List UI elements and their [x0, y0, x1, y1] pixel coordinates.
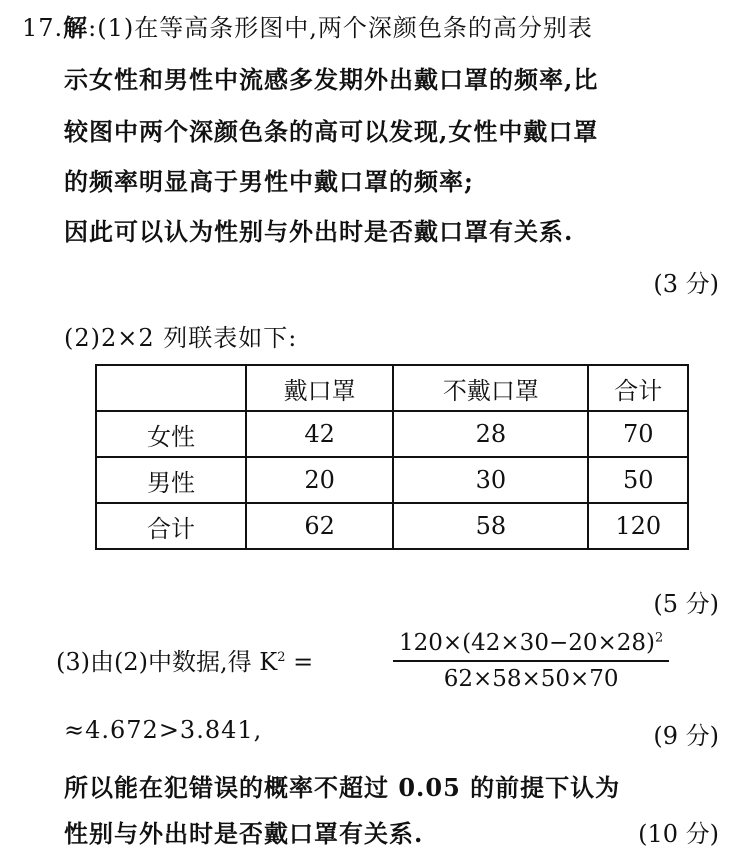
solution-label: 解: [63, 13, 89, 42]
table-row: [96, 457, 688, 503]
row-label-total: 合计: [96, 503, 246, 549]
formula-numerator: [393, 630, 669, 660]
formula-fraction: [393, 630, 669, 692]
formula-denominator: 62×58×50×70: [443, 666, 619, 692]
part1-line2: 示女性和男性中流感多发期外出戴口罩的频率,比: [64, 65, 599, 94]
table-cell: 70: [588, 411, 688, 457]
score-part3: (9 分): [653, 722, 719, 750]
header-cell-no-mask: 不戴口罩: [393, 365, 588, 411]
conclusion-line: 所以能在犯错误的概率不超过 0.05 的前提下认为: [64, 773, 621, 802]
part1-line5: 因此可以认为性别与外出时是否戴口罩有关系.: [64, 217, 574, 246]
table-cell: 20: [246, 457, 393, 503]
table-cell: 28: [393, 411, 588, 457]
question-number: 17.: [22, 14, 64, 42]
approx-result: ≈4.672>3.841,: [64, 716, 263, 744]
header-cell-wear-mask: 戴口罩: [246, 365, 393, 411]
item-number-line: [22, 8, 593, 43]
numerator-text: 120×(42×30−20×28): [399, 630, 655, 656]
score-final: (10 分): [638, 820, 719, 848]
table-cell: 50: [588, 457, 688, 503]
row-label-female: 女性: [96, 411, 246, 457]
part1-line4: 的频率明显高于男性中戴口罩的频率;: [64, 167, 474, 196]
table-header-row: [96, 365, 688, 411]
equals-sign: =: [285, 648, 314, 676]
part2-intro: (2)2×2 列联表如下:: [64, 324, 298, 352]
part1-line3: 较图中两个深颜色条的高可以发现,女性中戴口罩: [64, 117, 599, 146]
numerator-exponent: 2: [655, 630, 664, 646]
conclusion-last-line: 性别与外出时是否戴口罩有关系.: [64, 819, 424, 848]
table-cell: 30: [393, 457, 588, 503]
table-cell: 62: [246, 503, 393, 549]
table-row: [96, 503, 688, 549]
k-exponent: 2: [277, 650, 286, 665]
formula-lead: [56, 642, 313, 677]
table-row: [96, 411, 688, 457]
table-cell: 120: [588, 503, 688, 549]
formula-lead-text: (3)由(2)中数据,得 K: [56, 648, 278, 676]
table-corner-cell: [96, 365, 246, 411]
header-cell-total: 合计: [588, 365, 688, 411]
score-part2: (5 分): [653, 590, 719, 618]
score-part1: (3 分): [653, 270, 719, 298]
table-cell: 58: [393, 503, 588, 549]
table-cell: 42: [246, 411, 393, 457]
row-label-male: 男性: [96, 457, 246, 503]
contingency-table: [95, 364, 689, 550]
part1-line1: :(1)在等高条形图中,两个深颜色条的高分别表: [88, 14, 593, 42]
